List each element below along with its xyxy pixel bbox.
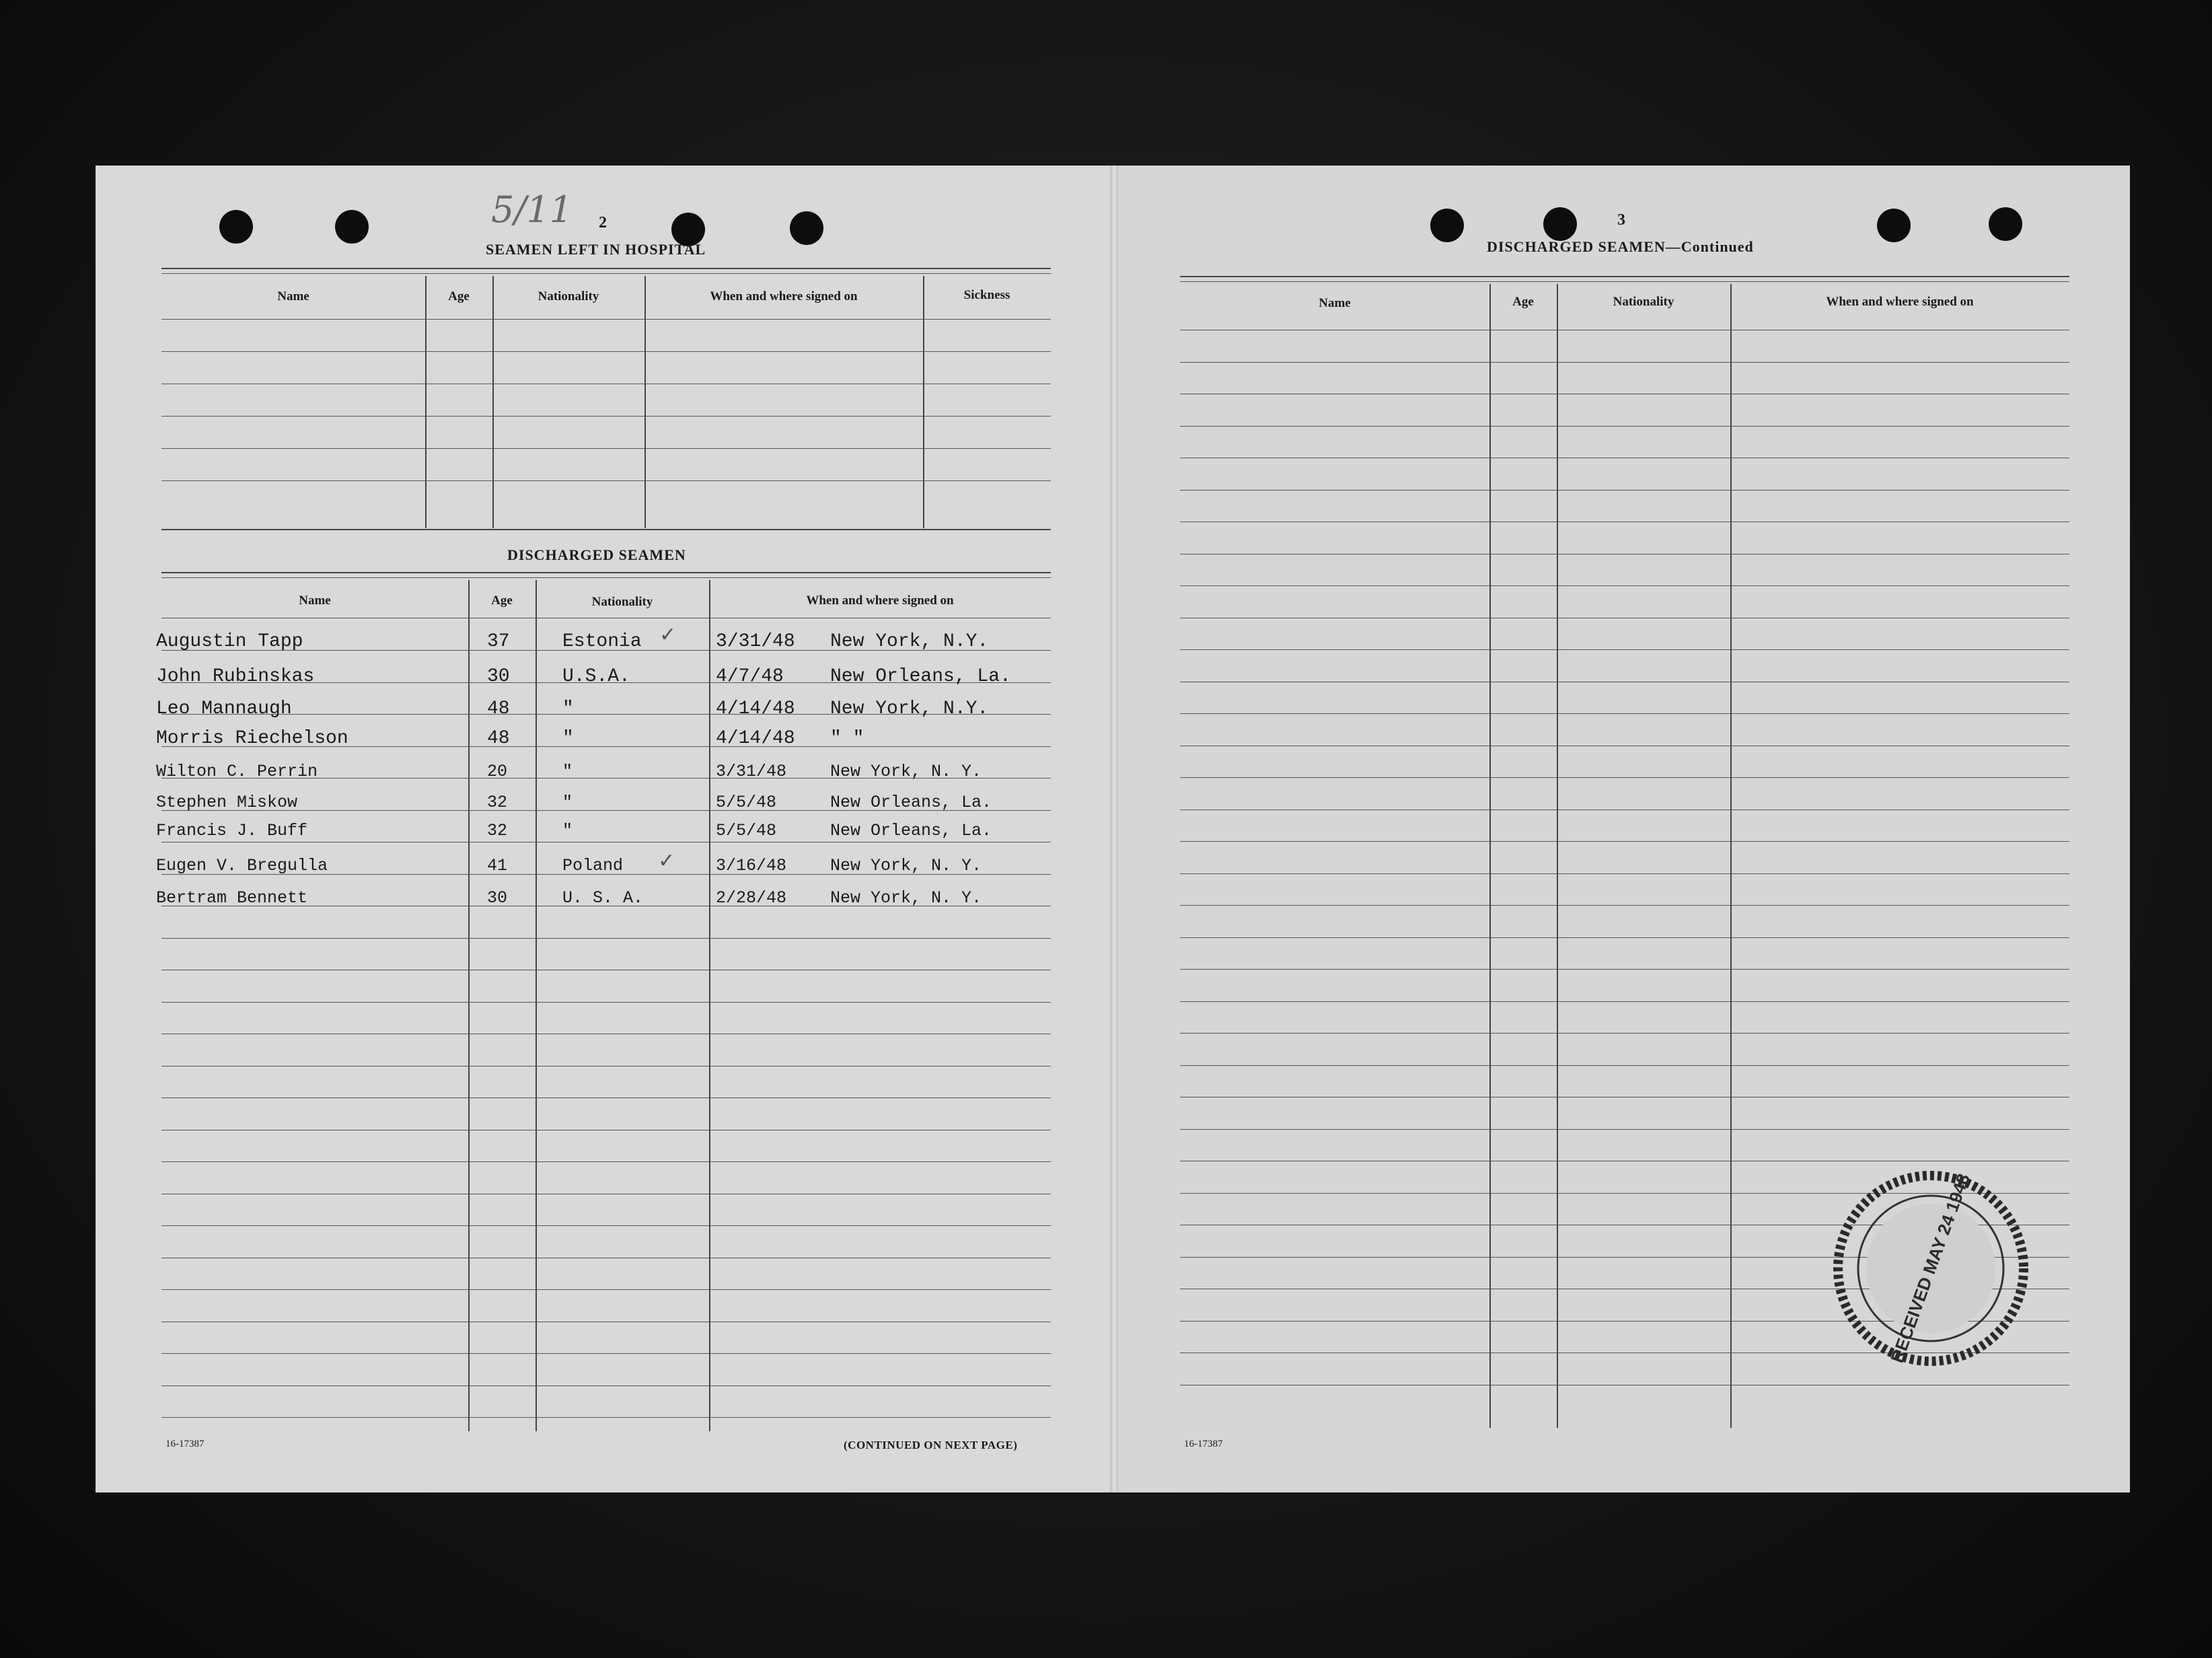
punch-hole (1430, 209, 1464, 242)
ruled-line (1180, 1033, 2069, 1034)
seaman-age: 48 (487, 728, 510, 749)
signed-on-place: New Orleans, La. (830, 793, 992, 812)
continued-note: (CONTINUED ON NEXT PAGE) (844, 1439, 1018, 1451)
seaman-name: Wilton C. Perrin (156, 762, 318, 781)
column-header-name: Name (1319, 296, 1351, 310)
signed-on-place: New York, N. Y. (830, 856, 982, 875)
signed-on-place: New York, N. Y. (830, 888, 982, 908)
hospital-section-title: SEAMEN LEFT IN HOSPITAL (486, 241, 706, 258)
page-number: 3 (1617, 211, 1625, 229)
seaman-nationality: U. S. A. (562, 888, 644, 908)
ruled-line (161, 351, 1051, 352)
column-header-nationality: Nationality (591, 595, 653, 609)
column-header-age: Age (1512, 295, 1534, 309)
punch-hole (335, 210, 369, 244)
ruled-line (1180, 1001, 2069, 1002)
rule (1180, 281, 2069, 282)
ruled-line (161, 480, 1051, 481)
punch-hole (790, 211, 823, 245)
column-divider (536, 580, 537, 1431)
column-header-nationality: Nationality (1613, 295, 1674, 309)
column-header-sickness: Sickness (963, 288, 1010, 302)
seaman-nationality: Estonia (562, 631, 642, 652)
stamp-text: RECEIVED MAY 24 1948 (1886, 1171, 1974, 1365)
rule (1180, 276, 2069, 277)
signed-on-date: 3/16/48 (716, 856, 787, 875)
column-header-signed-on: When and where signed on (710, 289, 858, 303)
form-number: 16-17387 (1184, 1439, 1223, 1449)
signed-on-date: 3/31/48 (716, 631, 795, 652)
ruled-line (1180, 809, 2069, 810)
column-header-name: Name (277, 289, 309, 303)
ruled-line (1180, 521, 2069, 522)
seaman-nationality: " (562, 793, 573, 812)
received-stamp (1830, 1167, 2032, 1369)
check-mark: ✓ (658, 850, 675, 872)
column-header-age: Age (448, 289, 470, 303)
ruled-line (161, 1353, 1051, 1354)
seaman-nationality: " (562, 698, 574, 719)
ruled-line (1180, 873, 2069, 874)
signed-on-place: New Orleans, La. (830, 666, 1011, 687)
column-header-signed-on: When and where signed on (1826, 295, 1974, 309)
ruled-line (161, 1417, 1051, 1418)
signed-on-date: 4/14/48 (716, 698, 795, 719)
punch-hole (1877, 209, 1911, 242)
discharged-section-title: DISCHARGED SEAMEN (507, 546, 686, 563)
ruled-line (1180, 905, 2069, 906)
seaman-name: Morris Riechelson (156, 728, 348, 749)
ruled-line (1180, 649, 2069, 650)
seaman-age: 41 (487, 856, 508, 875)
seaman-age: 32 (487, 793, 508, 812)
seaman-name: Leo Mannaugh (156, 698, 292, 719)
seaman-age: 20 (487, 762, 508, 781)
ruled-line (1180, 490, 2069, 491)
punch-hole (1543, 207, 1577, 241)
rule (161, 577, 1051, 578)
column-divider (492, 276, 494, 528)
seaman-nationality: Poland (562, 856, 624, 875)
ruled-line (1180, 713, 2069, 714)
seaman-name: John Rubinskas (156, 666, 315, 687)
seaman-nationality: " (562, 728, 574, 749)
signed-on-date: 3/31/48 (716, 762, 787, 781)
ruled-line (1180, 1065, 2069, 1066)
signed-on-place: New York, N. Y. (830, 762, 982, 781)
signed-on-place: New York, N.Y. (830, 698, 989, 719)
column-header-nationality: Nationality (538, 289, 599, 303)
seaman-nationality: " (562, 821, 573, 840)
handwritten-note: 5/11 (491, 188, 573, 231)
ruled-line (161, 1225, 1051, 1226)
continued-section-title: DISCHARGED SEAMEN—Continued (1487, 238, 1754, 255)
rule (161, 268, 1051, 269)
seaman-name: Eugen V. Bregulla (156, 856, 328, 875)
page-number: 2 (599, 214, 607, 231)
signed-on-date: 4/7/48 (716, 666, 784, 687)
seaman-age: 37 (487, 631, 510, 652)
punch-hole (219, 210, 253, 244)
signed-on-date: 4/14/48 (716, 728, 795, 749)
ruled-line (161, 1385, 1051, 1386)
center-fold (1110, 166, 1118, 1492)
punch-hole (1989, 207, 2022, 241)
signed-on-place: " " (830, 728, 864, 749)
seaman-age: 48 (487, 698, 510, 719)
ruled-line (1180, 937, 2069, 938)
ruled-line (1180, 1129, 2069, 1130)
column-divider (923, 276, 924, 528)
seaman-age: 30 (487, 888, 508, 908)
seaman-name: Augustin Tapp (156, 631, 303, 652)
ruled-line (1180, 841, 2069, 842)
seaman-nationality: " (562, 762, 573, 781)
column-divider (468, 580, 470, 1431)
ruled-line (1180, 777, 2069, 778)
seaman-name: Stephen Miskow (156, 793, 298, 812)
column-header-age: Age (491, 593, 513, 608)
column-header-name: Name (299, 593, 331, 608)
ruled-line (1180, 426, 2069, 427)
ruled-line (161, 938, 1051, 939)
column-divider (644, 276, 646, 528)
column-header-signed-on: When and where signed on (806, 593, 954, 608)
ruled-line (1180, 969, 2069, 970)
rule (161, 273, 1051, 274)
seaman-age: 30 (487, 666, 510, 687)
ruled-line (161, 1161, 1051, 1162)
column-divider (709, 580, 710, 1431)
rule (161, 529, 1051, 530)
ruled-line (1180, 362, 2069, 363)
seaman-name: Francis J. Buff (156, 821, 308, 840)
rule (161, 572, 1051, 573)
signed-on-place: New Orleans, La. (830, 821, 992, 840)
seaman-name: Bertram Bennett (156, 888, 308, 908)
ruled-line (161, 416, 1051, 417)
ruled-line (161, 319, 1051, 320)
check-mark: ✓ (659, 624, 677, 646)
ruled-line (161, 1066, 1051, 1067)
ruled-line (1180, 585, 2069, 586)
column-divider (425, 276, 427, 528)
ruled-line (161, 448, 1051, 449)
seaman-nationality: U.S.A. (562, 666, 630, 687)
signed-on-date: 5/5/48 (716, 793, 777, 812)
ruled-line (161, 1097, 1051, 1098)
ruled-line (161, 1002, 1051, 1003)
ruled-line (161, 1289, 1051, 1290)
signed-on-date: 2/28/48 (716, 888, 787, 908)
signed-on-date: 5/5/48 (716, 821, 777, 840)
form-number: 16-17387 (165, 1439, 205, 1449)
signed-on-place: New York, N.Y. (830, 631, 989, 652)
seaman-age: 32 (487, 821, 508, 840)
